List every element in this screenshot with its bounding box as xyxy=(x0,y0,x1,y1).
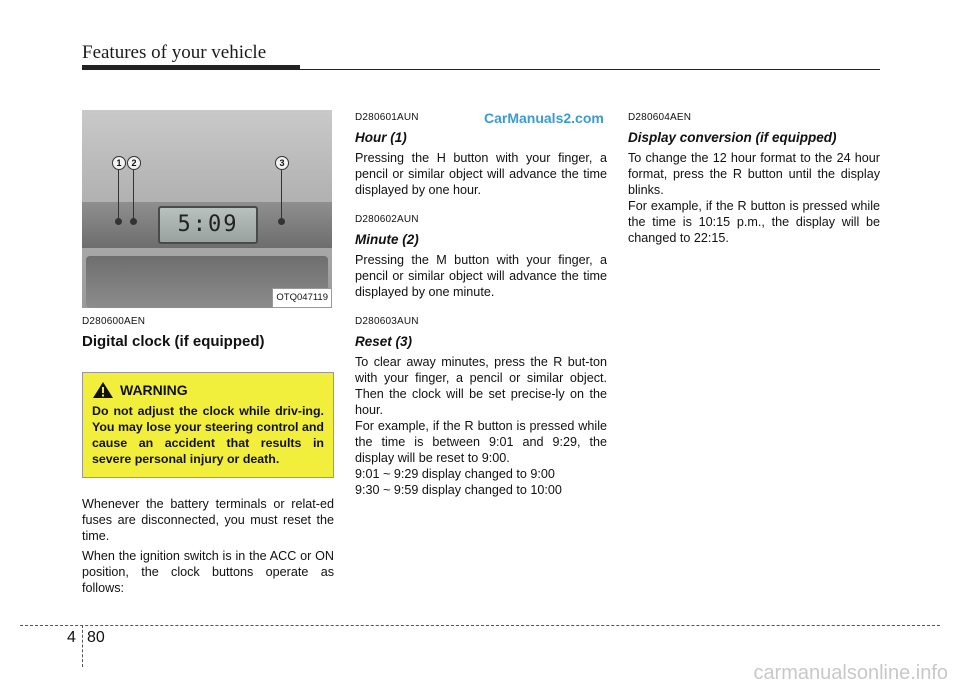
column-1 xyxy=(82,110,334,596)
paragraph: To change the 12 hour format to the 24 hour format, press the R button until the display blinks. xyxy=(628,151,880,197)
clock-display: 5:09 xyxy=(158,206,258,244)
footer-section-number: 4 xyxy=(67,629,76,646)
hour-section xyxy=(355,110,607,198)
paragraph: When the ignition switch is in the ACC or ON position, the clock buttons operate as follows: xyxy=(82,549,334,595)
minute-section xyxy=(355,212,607,300)
section-code: D280602AUN xyxy=(355,214,419,225)
paragraph-line: 9:30 ~ 9:59 display changed to 10:00 xyxy=(355,483,562,497)
paragraph: For example, if the R button is pressed while the time is between 9:01 and 9:29, the display will be reset to 9:00. xyxy=(355,419,607,465)
warning-header xyxy=(92,381,324,399)
footer-rule xyxy=(20,625,940,626)
paragraph: To clear away minutes, press the R but-ton with your finger, a pencil or similar object. Then the clock will be set precise-ly on the hour. xyxy=(355,355,607,417)
callout-line-2 xyxy=(133,170,134,218)
callout-number-3: 3 xyxy=(275,156,289,170)
column-2 xyxy=(355,110,607,512)
section-code: D280600AEN xyxy=(82,316,146,327)
bottom-watermark: carmanualsonline.info xyxy=(753,662,948,684)
footer-divider xyxy=(82,625,83,667)
minute-button-dot xyxy=(130,218,137,225)
warning-box xyxy=(82,372,334,478)
section-code: D280604AEN xyxy=(628,112,692,123)
warning-triangle-icon xyxy=(92,381,114,399)
callout-number-2: 2 xyxy=(127,156,141,170)
callout-line-1 xyxy=(118,170,119,218)
section-title: Minute (2) xyxy=(355,232,419,247)
paragraph-line: 9:01 ~ 9:29 display changed to 9:00 xyxy=(355,467,555,481)
section-heading: Digital clock (if equipped) xyxy=(82,333,265,350)
watermark-text: CarManuals2.com xyxy=(484,110,604,126)
section-title: Hour (1) xyxy=(355,130,407,145)
clock-figure xyxy=(82,110,332,308)
section-code: D280603AUN xyxy=(355,316,419,327)
header-rule xyxy=(82,69,880,70)
warning-text: Do not adjust the clock while driv-ing. You may lose your steering control and cause an accident that results in severe personal injury or death. xyxy=(92,404,324,466)
reset-section xyxy=(355,314,607,498)
reset-button-dot xyxy=(278,218,285,225)
page-header-title: Features of your vehicle xyxy=(82,42,267,63)
paragraph: Whenever the battery terminals or relat-ed fuses are disconnected, you must reset the time. xyxy=(82,497,334,543)
callout-line-3 xyxy=(281,170,282,218)
paragraph: Pressing the H button with your finger, a pencil or similar object will advance the time displayed by one hour. xyxy=(355,151,607,197)
footer-page-number: 80 xyxy=(87,629,105,646)
callout-number-1: 1 xyxy=(112,156,126,170)
column-3 xyxy=(628,110,880,246)
figure-label: OTQ047119 xyxy=(272,288,332,308)
paragraph: Pressing the M button with your finger, a pencil or similar object will advance the time displayed by one minute. xyxy=(355,253,607,299)
section-title: Reset (3) xyxy=(355,334,413,349)
hour-button-dot xyxy=(115,218,122,225)
section-title: Display conversion (if equipped) xyxy=(628,130,837,145)
section-code: D280601AUN xyxy=(355,112,419,123)
warning-title: WARNING xyxy=(120,382,188,398)
paragraph: For example, if the R button is pressed while the time is 10:15 p.m., the display will be changed to 22:15. xyxy=(628,199,880,245)
